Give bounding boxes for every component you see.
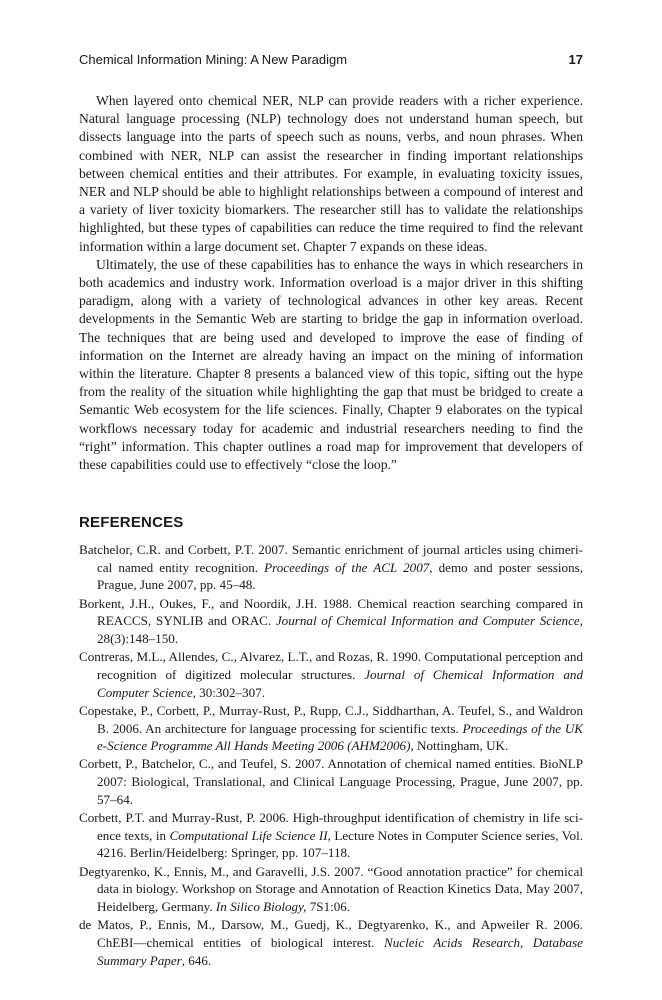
reference-text: Borkent, J.H., Oukes, F., and Noordik, J.H. 1988. Chemical reaction searching compared in REACCS, SYNLIB and ORAC. bbox=[79, 595, 583, 629]
reference-text: 7S1:06. bbox=[306, 899, 351, 915]
reference-text: Degtyarenko, K., Ennis, M., and Garavelli, J.S. 2007. “Good annotation practice” for chemical data in biology. Workshop on Storage and Annotation of Reaction Kinetics Data, May 2007, Heidelberg, Germany. bbox=[79, 863, 583, 915]
reference-text: , Nottingham, UK. bbox=[410, 738, 509, 754]
references-heading: REFERENCES bbox=[79, 514, 184, 531]
reference-source: Nucleic Acids Research, Database Summary Paper bbox=[97, 934, 583, 968]
reference-source: Computational Life Science II, bbox=[169, 827, 331, 843]
reference-source: In Silico Biology, bbox=[215, 899, 307, 915]
running-title: Chemical Information Mining: A New Paradigm bbox=[79, 52, 348, 67]
reference-item bbox=[79, 541, 583, 594]
references-list bbox=[79, 541, 583, 970]
reference-text: , demo and poster sessions, Prague, June 2007, pp. 45–48. bbox=[97, 559, 584, 593]
reference-source: Journal of Chemical Information and Computer Science, bbox=[97, 666, 583, 700]
reference-text: , 646. bbox=[181, 952, 212, 968]
reference-text: Corbett, P.T. and Murray-Rust, P. 2006. High-throughput identification of chemistry in life science texts, in bbox=[79, 810, 583, 843]
reference-text: Lecture Notes in Computer Science series, Vol. 4216. Berlin/Heidelberg: Springer, pp. 107–118. bbox=[97, 827, 583, 861]
reference-item bbox=[79, 809, 583, 862]
reference-source: Proceedings of the UK e-Science Programme All Hands Meeting 2006 (AHM2006) bbox=[97, 720, 584, 754]
reference-item bbox=[79, 916, 583, 969]
reference-text: Corbett, P., Batchelor, C., and Teufel, S. 2007. Annotation of chemical named entities. BioNLP 2007: Biological, Translational, and Clinical Language Processing, Prague, June 2007, pp. 57–64. bbox=[79, 756, 583, 807]
reference-text: , 28(3):148–150. bbox=[97, 613, 583, 647]
reference-text: Batchelor, C.R. and Corbett, P.T. 2007. Semantic enrichment of journal articles using chimerical named entity recognition. bbox=[79, 542, 583, 575]
reference-text: Contreras, M.L., Allendes, C., Alvarez, L.T., and Rozas, R. 1990. Computational perception and recognition of digitized molecular structures. bbox=[79, 649, 583, 682]
reference-source: Journal of Chemical Information and Computer Science bbox=[275, 613, 580, 629]
reference-item bbox=[79, 863, 583, 916]
reference-text: 30:302–307. bbox=[195, 684, 266, 700]
reference-text: de Matos, P., Ennis, M., Darsow, M., Guedj, K., Degtyarenko, K., and Apweiler R. 2006. ChEBI—chemical entities of biological interest. bbox=[79, 917, 583, 950]
body-text bbox=[79, 92, 583, 474]
reference-item bbox=[79, 595, 583, 648]
reference-text: Copestake, P., Corbett, P., Murray-Rust, P., Rupp, C.J., Siddharthan, A. Teufel, S., and Waldron B. 2006. An architecture for language processing for scientific texts. bbox=[79, 702, 583, 736]
reference-item bbox=[79, 702, 583, 755]
page-number: 17 bbox=[568, 52, 583, 67]
reference-item bbox=[79, 755, 583, 808]
reference-source: Proceedings of the ACL 2007 bbox=[264, 559, 430, 575]
paragraph: When layered onto chemical NER, NLP can provide readers with a richer experience. Natural language processing (NLP) technology does not understand human speech, but dissects language into the parts of speech such as nouns, verbs, and noun phrases. When combined with NER, NLP can assist the researcher in finding important relationships between chemical entities and their attributes. For example, in evaluating toxicity issues, NER and NLP should be able to highlight relationships between a compound of interest and a variety of liver toxicity biomarkers. The researcher still has to validate the relationships highlighted, but these types of capabilities can reduce the time required to find the relevant information within a large document set. Chapter 7 expands on these ideas. bbox=[79, 93, 583, 254]
reference-item bbox=[79, 648, 583, 701]
paragraph: Ultimately, the use of these capabilities has to enhance the ways in which researchers in both academics and industry work. Information overload is a major driver in this shifting paradigm, along with a variety of technological advances in other key areas. Recent developments in the Semantic Web are starting to bridge the gap in information overload. The techniques that are being used and developed to improve the ease of finding of information on the Internet are already having an impact on the mining of information within the literature. Chapter 8 presents a balanced view of this topic, sifting out the hype from the reality of the situation while highlighting the gap that must be bridged to create a Semantic Web ecosystem for the life sciences. Finally, Chapter 9 elaborates on the typical workflows necessary today for academic and industrial researchers needing to find the “right” information. This chapter outlines a road map for improvement that developers of these capabilities could use to effectively “close the loop.” bbox=[79, 256, 583, 473]
